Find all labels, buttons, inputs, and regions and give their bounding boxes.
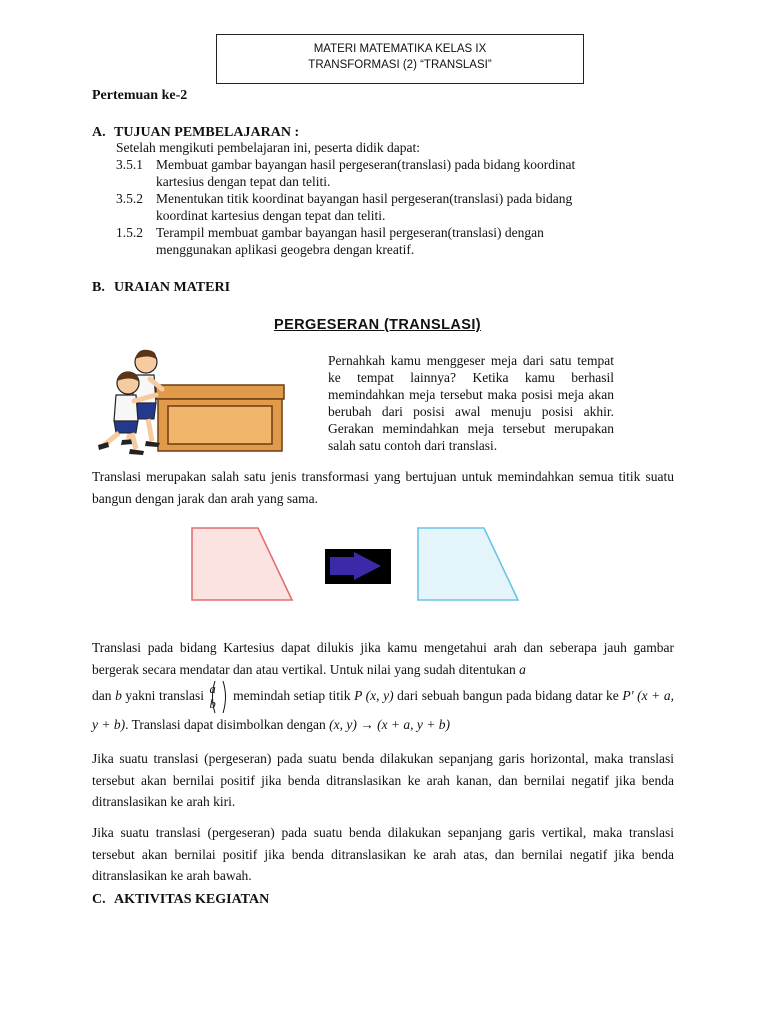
- formula-point-p-prime: P′: [622, 688, 634, 704]
- formula-text-3: memindah setiap titik: [229, 688, 355, 704]
- objective-2-line-1: [116, 191, 572, 207]
- formula-point-coords: (x, y): [362, 688, 394, 704]
- section-a-title: TUJUAN PEMBELAJARAN :: [114, 125, 300, 140]
- vertical-translation-text: Jika suatu translasi (pergeseran) pada suatu benda dilakukan sepanjang garis vertikal, maka translasi tersebut akan bernilai positif jika benda ditranslasikan ke arah atas, dan bernilai negatif jika benda ditranslasikan ke arah bawah.: [92, 825, 674, 883]
- translated-shape: [418, 528, 518, 600]
- objective-1-text: Membuat gambar bayangan hasil pergeseran(translasi) pada bidang koordinat: [156, 157, 576, 172]
- objective-1-number: 3.5.1: [116, 157, 143, 172]
- subtitle: PERGESERAN (TRANSLASI): [274, 317, 481, 333]
- formula-text-5: . Translasi dapat disimbolkan dengan: [125, 717, 330, 732]
- objective-3-number: 1.5.2: [116, 225, 143, 240]
- original-shape: [192, 528, 292, 600]
- translation-vector: [210, 680, 228, 714]
- section-a-letter: A.: [92, 125, 106, 140]
- title-line-1: MATERI MATEMATIKA KELAS IX: [313, 43, 487, 55]
- formula-text-4: dari sebuah bangun pada bidang datar ke: [393, 688, 623, 704]
- title-line-2: TRANSFORMASI (2) “TRANSLASI”: [308, 59, 492, 71]
- section-b-heading: [92, 280, 230, 296]
- formula-var-b: b: [115, 688, 122, 704]
- translation-definition: Translasi merupakan salah satu jenis transformasi yang bertujuan untuk memindahkan semua titik suatu bangun dengan jarak dan arah yang sama.: [92, 469, 674, 506]
- objectives-intro: Setelah mengikuti pembelajaran ini, peserta didik dapat:: [116, 140, 421, 155]
- formula-text-dan: dan: [92, 688, 116, 704]
- translation-diagram: [180, 520, 530, 610]
- section-c-title: AKTIVITAS KEGIATAN: [114, 892, 270, 907]
- intro-text: Pernahkah kamu menggeser meja dari satu tempat ke tempat lainnya? Ketika kamu berhasil memindahkan meja tersebut maka posisi meja akan berubah dari posisi awal menuju posisi akhir. Gerakan memindahkan meja tersebut merupakan salah satu contoh dari translasi.: [328, 353, 614, 453]
- formula-point-p: P: [354, 688, 363, 704]
- section-a-heading: [92, 125, 299, 141]
- section-b-letter: B.: [92, 280, 105, 295]
- children-pushing-table-illustration: [90, 345, 290, 457]
- formula-symbol: (x, y) → (x + a, y + b): [329, 717, 451, 732]
- objective-3-text: Terampil membuat gambar bayangan hasil pergeseran(translasi) dengan: [156, 225, 544, 240]
- formula-paragraph: [92, 637, 674, 736]
- vector-a: a: [209, 682, 216, 696]
- meeting-label: Pertemuan ke-2: [92, 88, 188, 103]
- section-c-heading: [92, 892, 269, 908]
- objective-3-line-1: [116, 225, 544, 241]
- objective-2-line-2: koordinat kartesius dengan tepat dan teliti.: [156, 208, 386, 223]
- title-box: [216, 34, 584, 84]
- objective-2-number: 3.5.2: [116, 191, 143, 206]
- formula-text-1: Translasi pada bidang Kartesius dapat dilukis jika kamu mengetahui arah dan seberapa jauh gambar bergerak secara mendatar dan atau vertikal. Untuk nilai yang sudah ditentukan: [92, 640, 674, 677]
- objective-1-line-2: kartesius dengan tepat dan teliti.: [156, 174, 331, 189]
- objective-3-line-2: menggunakan aplikasi geogebra dengan kreatif.: [156, 242, 415, 257]
- formula-text-2: yakni translasi: [121, 688, 208, 704]
- section-c-letter: C.: [92, 892, 106, 907]
- objective-2-text: Menentukan titik koordinat bayangan hasil pergeseran(translasi) pada bidang: [156, 191, 573, 206]
- formula-var-a: a: [519, 661, 526, 677]
- section-b-title: URAIAN MATERI: [114, 280, 231, 295]
- formula-p-prime-coords: (x + a, y + b): [92, 688, 674, 732]
- vector-b: b: [209, 697, 216, 711]
- horizontal-translation-text: Jika suatu translasi (pergeseran) pada suatu benda dilakukan sepanjang garis horizontal, maka translasi tersebut akan bernilai positif jika benda ditranslasikan ke arah kanan, dan bernilai negatif jika benda ditranslasikan ke arah kiri.: [92, 751, 674, 809]
- objective-1-line-1: [116, 157, 575, 173]
